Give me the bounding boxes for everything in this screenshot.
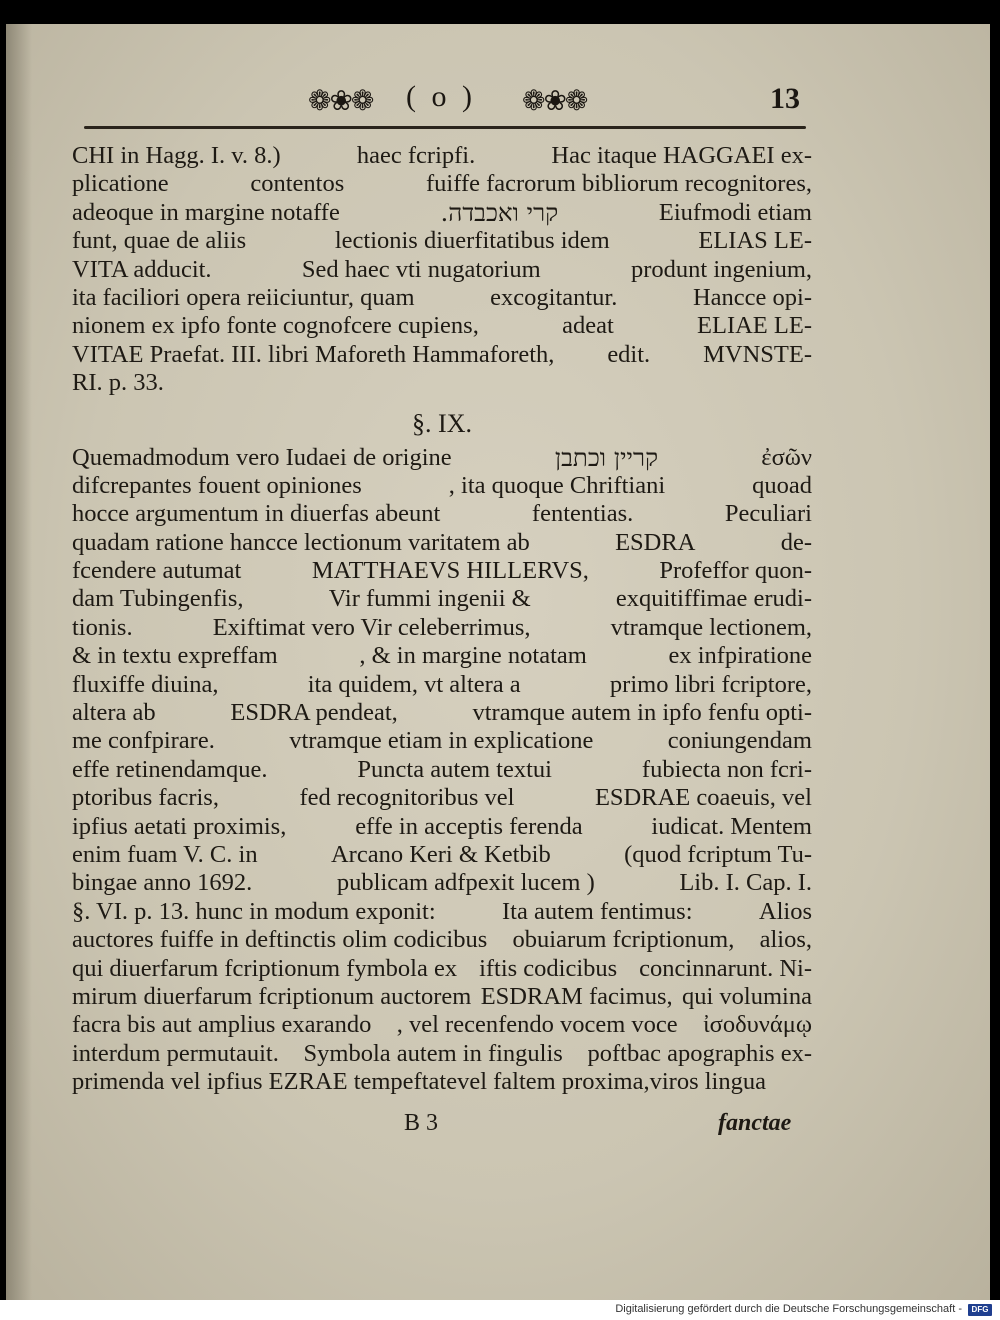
text-segment: enim fuam V. C. in bbox=[72, 840, 258, 868]
text-segment: Arcano Keri & Ketbib bbox=[330, 840, 551, 868]
text-segment: Symbola autem in fingulis bbox=[303, 1039, 563, 1067]
text-segment: coniungendam bbox=[667, 727, 812, 755]
text-line bbox=[72, 227, 812, 255]
text-segment: bingae anno 1692. bbox=[72, 869, 253, 897]
text-line bbox=[72, 642, 812, 670]
text-segment: quoad bbox=[752, 471, 812, 499]
text-segment: ἐσῶν bbox=[761, 443, 812, 471]
text-line bbox=[72, 671, 812, 699]
text-segment: ESDRAM facimus, bbox=[480, 982, 673, 1010]
text-segment: Exiftimat vero Vir celeberrimus, bbox=[212, 613, 531, 641]
text-line bbox=[72, 170, 812, 198]
text-line bbox=[72, 1040, 812, 1068]
text-segment: ptoribus facris, bbox=[72, 784, 219, 812]
text-line bbox=[72, 199, 812, 227]
text-segment: RI. p. 33. bbox=[72, 369, 164, 397]
text-segment: contentos bbox=[250, 170, 345, 198]
text-segment: Alios bbox=[758, 897, 812, 925]
text-segment: plicatione bbox=[72, 170, 169, 198]
text-segment: (quod fcriptum Tu- bbox=[624, 840, 812, 868]
body-text bbox=[72, 142, 812, 1097]
text-segment: Sed haec vti nugatorium bbox=[301, 255, 541, 283]
text-segment: me confpirare. bbox=[72, 727, 215, 755]
text-segment: concinnarunt. Ni- bbox=[639, 954, 812, 982]
text-segment: mirum diuerfarum fcriptionum auctorem bbox=[72, 982, 472, 1010]
text-segment: קריין וכתבן bbox=[554, 442, 659, 472]
header-rule bbox=[84, 126, 806, 129]
text-segment: quadam ratione hancce lectionum varitatem ab bbox=[72, 528, 530, 556]
text-segment: VITAE Praefat. III. libri Maforeth Hammaforeth, bbox=[72, 340, 555, 368]
text-segment: Hancce opi- bbox=[692, 283, 812, 311]
text-segment: ELIAE LE- bbox=[697, 312, 812, 340]
text-segment: adeat bbox=[562, 312, 614, 340]
text-segment: hocce argumentum in diuerfas abeunt bbox=[72, 500, 441, 528]
text-line bbox=[72, 557, 812, 585]
text-segment: dam Tubingenfis, bbox=[72, 585, 244, 613]
text-line bbox=[72, 841, 812, 869]
text-segment: difcrepantes fouent opiniones bbox=[72, 471, 362, 499]
text-segment: fluxiffe diuina, bbox=[72, 670, 219, 698]
text-segment: §. VI. p. 13. hunc in modum exponit: bbox=[72, 897, 436, 925]
text-segment: excogitantur. bbox=[490, 283, 618, 311]
text-segment: , & in margine notatam bbox=[359, 642, 587, 670]
text-segment: ELIAS LE- bbox=[698, 227, 812, 255]
text-line bbox=[72, 142, 812, 170]
paragraph-1 bbox=[72, 142, 812, 398]
text-line bbox=[72, 472, 812, 500]
text-segment: MATTHAEVS HILLERVS, bbox=[311, 557, 589, 585]
text-segment: ESDRA pendeat, bbox=[230, 699, 398, 727]
text-segment: Quemadmodum vero Iudaei de origine bbox=[72, 443, 452, 471]
text-segment: auctores fuiffe in deftinctis olim codicibus bbox=[72, 926, 488, 954]
text-segment: fcendere autumat bbox=[72, 557, 242, 585]
text-segment: fed recognitoribus vel bbox=[299, 784, 515, 812]
text-segment: tionis. bbox=[72, 613, 133, 641]
text-segment: ἰσοδυνάμῳ bbox=[703, 1011, 812, 1039]
text-segment: קרי ואכבדה. bbox=[440, 197, 559, 227]
text-segment: primo libri fcriptore, bbox=[609, 670, 812, 698]
text-line bbox=[72, 256, 812, 284]
text-segment: effe retinendamque. bbox=[72, 755, 268, 783]
ornament-left-icon: ❁❀❁ bbox=[308, 86, 373, 117]
text-segment: Eiufmodi etiam bbox=[658, 198, 812, 226]
text-segment: Lib. I. Cap. I. bbox=[679, 869, 812, 897]
text-line bbox=[72, 898, 812, 926]
text-line bbox=[72, 955, 812, 983]
footer-bar bbox=[0, 1300, 1000, 1320]
text-segment: , vel recenfendo vocem voce bbox=[396, 1011, 678, 1039]
text-line bbox=[72, 500, 812, 528]
text-line bbox=[72, 784, 812, 812]
ornament-right-icon: ❁❀❁ bbox=[522, 86, 587, 117]
text-segment: Hac itaque HAGGAEI ex- bbox=[551, 142, 812, 169]
text-segment: & in textu expreffam bbox=[72, 642, 278, 670]
text-segment: vtramque etiam in explicatione bbox=[289, 727, 594, 755]
text-segment: ESDRAE coaeuis, vel bbox=[594, 784, 812, 812]
text-line bbox=[72, 312, 812, 340]
text-segment: CHI in Hagg. I. v. 8.) bbox=[72, 142, 281, 169]
text-segment: haec fcripfi. bbox=[356, 142, 476, 169]
signature-mark: B 3 bbox=[404, 1110, 439, 1136]
text-segment: funt, quae de aliis bbox=[72, 227, 247, 255]
text-segment: iudicat. Mentem bbox=[651, 812, 812, 840]
text-line bbox=[72, 1068, 812, 1096]
text-segment: Profeffor quon- bbox=[659, 557, 812, 585]
text-segment: altera ab bbox=[72, 699, 156, 727]
catchword: fanctae bbox=[718, 1110, 792, 1136]
text-segment: ex infpiratione bbox=[668, 642, 812, 670]
text-segment: vtramque lectionem, bbox=[610, 613, 812, 641]
paragraph-2 bbox=[72, 444, 812, 1097]
text-segment: vel faltem proxima, bbox=[457, 1068, 650, 1096]
text-segment: VITA adducit. bbox=[72, 255, 212, 283]
text-segment: qui volumina bbox=[682, 982, 812, 1010]
text-segment: fententias. bbox=[531, 500, 634, 528]
text-line bbox=[72, 444, 812, 472]
text-segment: Vir fummi ingenii & bbox=[328, 585, 531, 613]
text-segment: interdum permutauit. bbox=[72, 1039, 279, 1067]
text-segment: Ita autem fentimus: bbox=[502, 897, 693, 925]
text-segment: adeoque in margine notaffe bbox=[72, 198, 340, 226]
text-segment: effe in acceptis ferenda bbox=[355, 812, 583, 840]
text-segment: lectionis diuerfitatibus idem bbox=[334, 227, 610, 255]
text-line bbox=[72, 813, 812, 841]
book-page bbox=[6, 24, 990, 1300]
text-segment: facra bis aut amplius exarando bbox=[72, 1011, 372, 1039]
dfg-logo: DFG bbox=[968, 1304, 992, 1316]
text-segment: ESDRA bbox=[615, 528, 696, 556]
text-segment: de- bbox=[780, 528, 812, 556]
text-line bbox=[72, 284, 812, 312]
footer-credit: Digitalisierung gefördert durch die Deutsche Forschungsgemeinschaft - bbox=[615, 1303, 962, 1315]
text-segment: obuiarum fcriptionum, bbox=[512, 926, 735, 954]
text-segment: fuiffe facrorum bibliorum recognitores, bbox=[426, 170, 812, 198]
running-header bbox=[76, 80, 816, 120]
text-line bbox=[72, 926, 812, 954]
text-segment: fubiecta non fcri- bbox=[641, 755, 812, 783]
text-segment: nionem ex ipfo fonte cognofcere cupiens, bbox=[72, 312, 479, 340]
text-segment: exquitiffimae erudi- bbox=[615, 585, 812, 613]
text-segment: alios, bbox=[759, 926, 812, 954]
text-line bbox=[72, 341, 812, 369]
text-line bbox=[72, 869, 812, 897]
section-heading: §. IX. bbox=[412, 408, 472, 438]
page-number: 13 bbox=[770, 82, 800, 115]
text-segment: Peculiari bbox=[724, 500, 812, 528]
page-mark: ( o ) bbox=[406, 80, 476, 113]
text-segment: viros lingua bbox=[649, 1068, 766, 1096]
text-line bbox=[72, 585, 812, 613]
text-line bbox=[72, 1011, 812, 1039]
text-segment: Puncta autem textui bbox=[357, 755, 552, 783]
text-segment: poftbac apographis ex- bbox=[587, 1039, 812, 1067]
text-segment: edit. bbox=[607, 340, 651, 368]
text-line bbox=[72, 756, 812, 784]
text-segment: publicam adfpexit lucem ) bbox=[336, 869, 595, 897]
text-segment: ita quidem, vt altera a bbox=[307, 670, 521, 698]
text-line bbox=[72, 699, 812, 727]
text-line bbox=[72, 614, 812, 642]
text-segment: iftis codicibus bbox=[479, 954, 618, 982]
text-segment: ipfius aetati proximis, bbox=[72, 812, 287, 840]
text-line bbox=[72, 727, 812, 755]
text-segment: qui diuerfarum fcriptionum fymbola ex bbox=[72, 954, 458, 982]
text-segment: vtramque autem in ipfo fenfu opti- bbox=[472, 699, 812, 727]
text-segment: , ita quoque Chriftiani bbox=[448, 471, 666, 499]
text-line bbox=[72, 529, 812, 557]
text-line bbox=[72, 369, 812, 397]
text-segment: MVNSTE- bbox=[703, 340, 812, 368]
text-line bbox=[72, 983, 812, 1011]
text-segment: produnt ingenium, bbox=[630, 255, 812, 283]
text-segment: ita faciliori opera reiiciuntur, quam bbox=[72, 283, 415, 311]
text-segment: primenda vel ipfius EZRAE tempeftate bbox=[72, 1068, 458, 1096]
